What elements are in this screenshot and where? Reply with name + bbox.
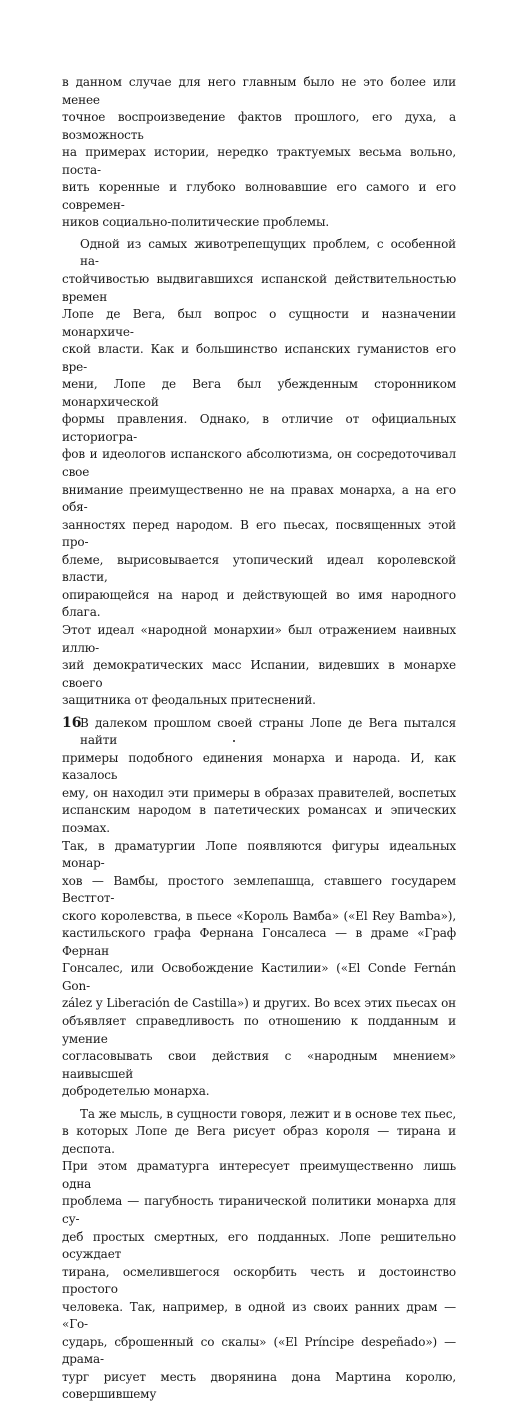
- text-line: внимание преимущественно не на правах монарха, а на его обя-: [62, 482, 456, 515]
- text-line: в которых Лопе де Вега рисует образ короля — тирана и деспота.: [62, 1124, 456, 1156]
- text-line: ского королевства, в пьесе «Король Вамба» («El Rey Bamba»),: [62, 908, 456, 923]
- paragraph: [62, 74, 456, 232]
- text-line: формы правления. Однако, в отличие от официальных историогра-: [62, 412, 456, 444]
- print-speck: [233, 740, 235, 742]
- text-line: хов — Вамбы, простого землепашца, ставшего государем Вестгот-: [62, 873, 456, 906]
- text-line: стойчивостью выдвигавшихся испанской действительностью времен: [62, 272, 456, 304]
- text-line: проблема — пагубность тиранической политики монарха для су-: [62, 1194, 456, 1226]
- text-line: зий демократических масс Испании, видевших в монархе своего: [62, 658, 456, 690]
- paragraph: [62, 236, 456, 710]
- text-line: на примерах истории, нередко трактуемых весьма вольно, поста-: [62, 145, 456, 177]
- page-number: 16: [62, 715, 82, 731]
- paragraph: [62, 1106, 456, 1404]
- text-line: тирана, осмелившегося оскорбить честь и достоинство простого: [62, 1264, 456, 1297]
- text-line: точное воспроизведение фактов прошлого, его духа, а возможность: [62, 110, 456, 142]
- text-line: кастильского графа Фернана Гонсалеса — в драме «Граф Фернан: [62, 926, 456, 958]
- text-line: В далеком прошлом своей страны Лопе де Вега пытался найти: [80, 715, 456, 748]
- text-line: ему, он находил эти примеры в образах правителей, воспетых: [62, 785, 456, 800]
- text-line: Одной из самых животрепещущих проблем, с особенной на-: [80, 236, 456, 269]
- text-line: zález y Liberación de Castilla») и других. Во всех этих пьесах он: [62, 996, 456, 1011]
- text-line: ников социально-политические проблемы.: [62, 215, 330, 230]
- paragraph: [62, 715, 456, 1101]
- text-line: в данном случае для него главным было не это более или менее: [62, 75, 456, 107]
- text-line: ской власти. Как и большинство испанских гуманистов его вре-: [62, 342, 456, 374]
- text-line: Этот идеал «народной монархии» был отражением наивных иллю-: [62, 622, 456, 655]
- text-line: согласовывать свои действия с «народным мнением» наивысшей: [62, 1049, 456, 1081]
- text-line: человека. Так, например, в одной из своих ранних драм — «Го-: [62, 1299, 456, 1332]
- text-line: Гонсалес, или Освобождение Кастилии» («El Conde Fernán Gon-: [62, 961, 456, 993]
- text-line: Лопе де Вега, был вопрос о сущности и назначении монархиче-: [62, 307, 456, 339]
- text-line: опирающейся на народ и действующей во имя народного блага.: [62, 587, 456, 620]
- text-line: занностях перед народом. В его пьесах, посвященных этой про-: [62, 517, 456, 550]
- body-text: [62, 74, 456, 1404]
- text-line: сударь, сброшенный со скалы» («El Príncipe despeñado») — драма-: [62, 1334, 456, 1367]
- text-line: вить коренные и глубоко волновавшие его самого и его современ-: [62, 180, 456, 212]
- text-line: Так, в драматургии Лопе появляются фигуры идеальных монар-: [62, 838, 456, 871]
- text-line: тург рисует месть дворянина дона Мартина королю, совершившему: [62, 1369, 456, 1402]
- text-line: добродетелью монарха.: [62, 1084, 210, 1099]
- text-line: При этом драматурга интересует преимущественно лишь одна: [62, 1159, 456, 1191]
- text-line: фов и идеологов испанского абсолютизма, он сосредоточивал свое: [62, 447, 456, 480]
- text-line: блеме, вырисовывается утопический идеал королевской власти,: [62, 552, 456, 585]
- text-line: примеры подобного единения монарха и народа. И, как казалось: [62, 750, 456, 783]
- text-line: мени, Лопе де Вега был убежденным сторонником монархической: [62, 377, 456, 409]
- text-line: объявляет справедливость по отношению к подданным и умение: [62, 1013, 456, 1046]
- text-line: защитника от феодальных притеснений.: [62, 693, 316, 708]
- text-line: деб простых смертных, его подданных. Лопе решительно осуждает: [62, 1229, 456, 1262]
- text-line: Та же мысль, в сущности говоря, лежит и в основе тех пьес,: [80, 1106, 456, 1121]
- text-line: испанским народом в патетических романсах и эпических поэмах.: [62, 803, 456, 835]
